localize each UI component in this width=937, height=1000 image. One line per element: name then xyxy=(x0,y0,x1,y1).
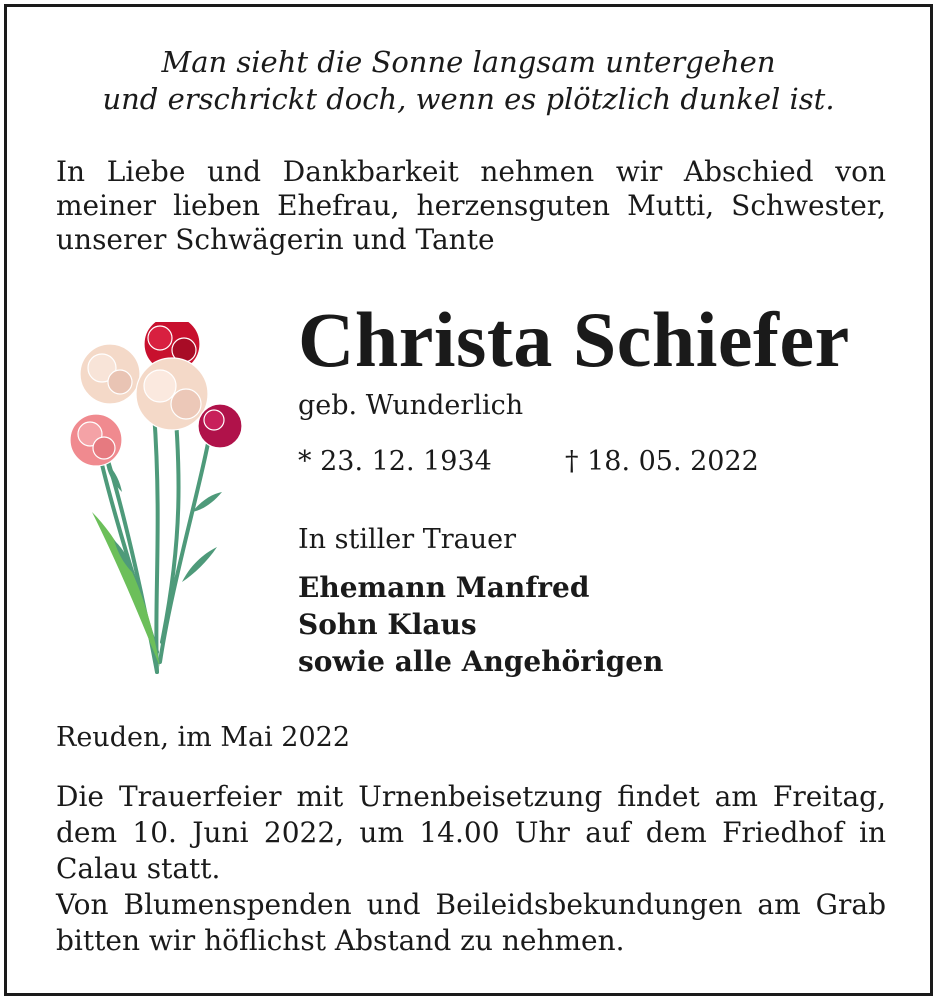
deceased-name: Christa Schiefer xyxy=(298,296,850,383)
maiden-name: geb. Wunderlich xyxy=(298,390,524,421)
funeral-details xyxy=(56,779,886,959)
place-date: Reuden, im Mai 2022 xyxy=(56,722,351,753)
quote-line-2: und erschrickt doch, wenn es plötzlich dunkel ist. xyxy=(102,82,835,116)
mourner-name: Ehemann Manfred xyxy=(298,571,590,604)
mourner-name: Sohn Klaus xyxy=(298,608,477,641)
condolence-request-paragraph: Von Blumenspenden und Beileidsbekundungen am Grab bitten wir höflichst Abstand zu nehmen. xyxy=(56,888,886,957)
death-date: † 18. 05. 2022 xyxy=(565,446,759,477)
mourner-name: sowie alle Angehörigen xyxy=(298,645,664,678)
quote-line-1: Man sieht die Sonne langsam untergehen xyxy=(161,45,776,79)
intro-text: In Liebe und Dankbarkeit nehmen wir Abschied von meiner lieben Ehefrau, herzensguten Mutti, Schwester, unserer Schwägerin und Tante xyxy=(56,155,886,256)
mourning-heading: In stiller Trauer xyxy=(298,524,517,555)
funeral-details-paragraph: Die Trauerfeier mit Urnenbeisetzung findet am Freitag, dem 10. Juni 2022, um 14.00 Uhr auf dem Friedhof in Calau statt. xyxy=(56,780,886,885)
birth-date: * 23. 12. 1934 xyxy=(298,446,492,477)
carnation-bouquet-illustration xyxy=(62,322,252,682)
